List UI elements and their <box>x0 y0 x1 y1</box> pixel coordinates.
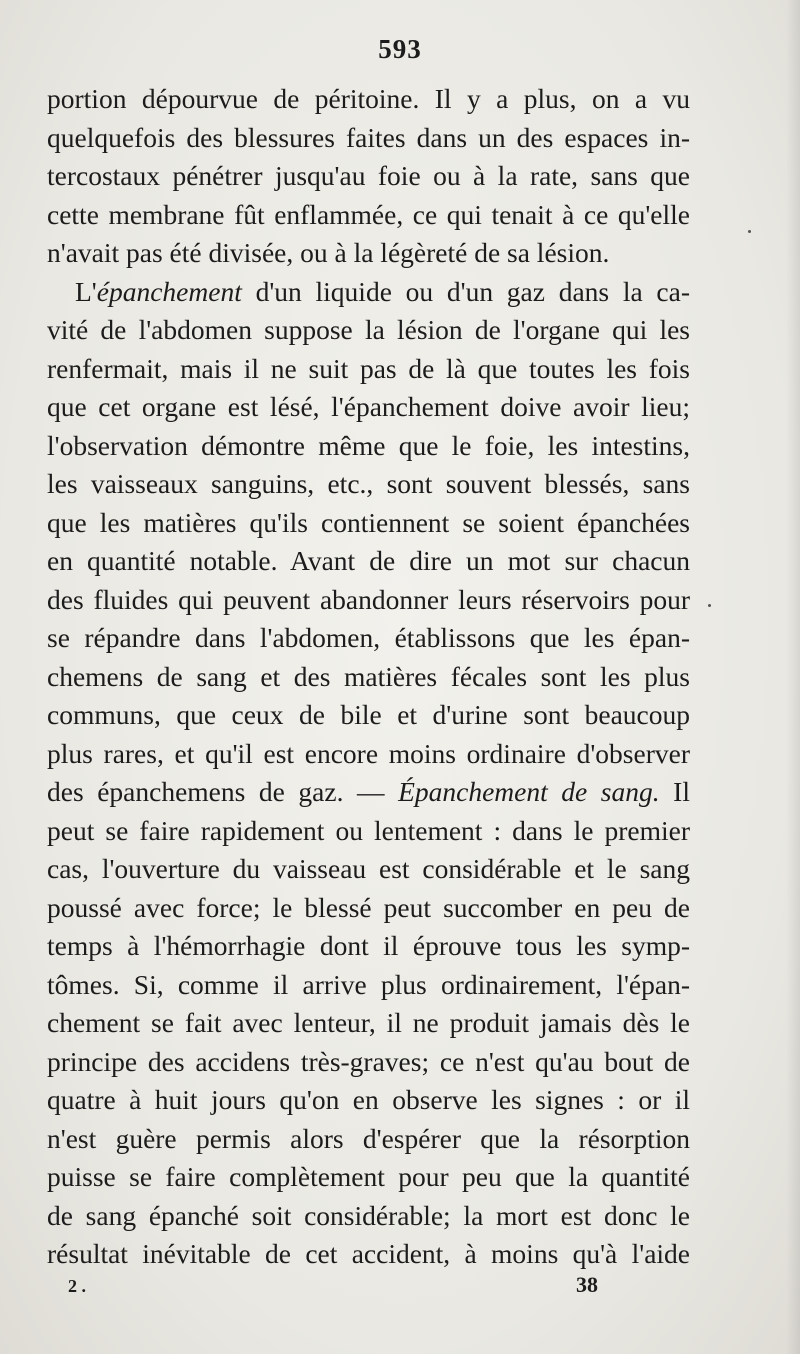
text-line <box>47 1197 690 1236</box>
text-line <box>47 696 690 735</box>
text-line <box>47 196 690 235</box>
line-text: portion dépourvue de péritoine. Il y a plus, on a vu <box>47 83 690 114</box>
line-text: chement se fait avec lenteur, il ne produit jamais dès le <box>47 1007 690 1038</box>
line-text: plus rares, et qu'il est encore moins ordinaire d'observer <box>47 737 690 769</box>
line-text: cas, l'ouverture du vaisseau est considérable et le sang <box>47 853 690 884</box>
line-text: de sang épanché soit considérable; la mort est donc le <box>47 1199 690 1231</box>
text-line <box>47 658 690 697</box>
text-line <box>47 1081 690 1120</box>
line-text: quelquefois des blessures faites dans un des espaces in- <box>47 121 690 153</box>
page-number: 593 <box>378 34 422 64</box>
text-line <box>47 966 690 1005</box>
text-line <box>47 850 690 889</box>
text-line <box>47 889 690 928</box>
line-text: que les matières qu'ils contiennent se soient épanchées <box>47 506 690 538</box>
line-text: quatre à huit jours qu'on en observe les signes : or il <box>47 1084 690 1115</box>
line-text: se répandre dans l'abdomen, établissons que les épan- <box>47 622 690 653</box>
line-text: l'observation démontre même que le foie, les intestins, <box>47 429 690 461</box>
line-text: des fluides qui peuvent abandonner leurs réservoirs pour <box>47 583 690 615</box>
line-text: les vaisseaux sanguins, etc., sont souvent blessés, sans <box>47 468 690 499</box>
speck-mark <box>708 604 711 607</box>
text-line <box>47 812 690 851</box>
line-text: des épanchemens de gaz. — <box>47 776 399 807</box>
text-line <box>47 581 690 620</box>
text-line <box>47 773 690 812</box>
italic-heading-text: épanchement <box>96 275 242 307</box>
text-line <box>47 273 690 312</box>
line-text: résultat inévitable de cet accident, à moins qu'à l'aide <box>47 1238 690 1269</box>
text-line <box>47 735 690 774</box>
line-text: d'un liquide ou d'un gaz dans la ca- <box>241 275 690 307</box>
line-text: renfermait, mais il ne suit pas de là que toutes les fois <box>47 352 690 384</box>
text-line <box>47 388 690 427</box>
line-text: vité de l'abdomen suppose la lésion de l'organe qui les <box>47 314 690 345</box>
text-line <box>47 1043 690 1082</box>
line-text: que cet organe est lésé, l'épanchement doive avoir lieu; <box>47 391 690 422</box>
text-line <box>47 465 690 504</box>
text-line <box>47 927 690 966</box>
line-text: L' <box>75 275 97 307</box>
line-text: en quantité notable. Avant de dire un mot sur chacun <box>47 545 690 576</box>
text-line <box>47 1158 690 1197</box>
line-text: tômes. Si, comme il arrive plus ordinairement, l'épan- <box>47 968 690 1000</box>
line-text: temps à l'hémorrhagie dont il éprouve tous les symp- <box>47 930 690 961</box>
text-line <box>47 1004 690 1043</box>
line-text: puisse se faire complètement pour peu que la quantité <box>47 1161 690 1192</box>
line-text: tercostaux pénétrer jusqu'au foie ou à la rate, sans que <box>47 160 690 191</box>
line-text: n'avait pas été divisée, ou à la légèreté de sa lésion. <box>47 237 610 268</box>
sheet-number: 38 <box>576 1272 598 1297</box>
line-text: cette membrane fût enflammée, ce qui tenait à ce qu'elle <box>47 198 690 230</box>
line-text: chemens de sang et des matières fécales sont les plus <box>47 660 690 692</box>
text-line <box>47 119 690 158</box>
signature-mark: 2 . <box>68 1276 86 1296</box>
text-line <box>47 311 690 350</box>
body-text <box>47 80 690 1274</box>
line-text: poussé avec force; le blessé peut succomber en peu de <box>47 891 690 923</box>
italic-heading-text: Épanchement de sang. <box>398 776 660 807</box>
text-line <box>47 350 690 389</box>
speck-mark <box>748 230 751 233</box>
text-line <box>47 157 690 196</box>
text-line <box>47 619 690 658</box>
text-line <box>47 80 690 119</box>
text-line <box>47 1120 690 1159</box>
page-edge-shadow <box>786 0 800 1354</box>
line-text: peut se faire rapidement ou lentement : dans le premier <box>47 814 690 846</box>
line-text: communs, que ceux de bile et d'urine sont beaucoup <box>47 699 690 730</box>
text-line <box>47 1235 690 1274</box>
text-line <box>47 542 690 581</box>
text-line <box>47 504 690 543</box>
text-line <box>47 234 690 273</box>
line-text: n'est guère permis alors d'espérer que la résorption <box>47 1122 690 1154</box>
text-line <box>47 427 690 466</box>
line-text: principe des accidens très-graves; ce n'est qu'au bout de <box>47 1045 690 1077</box>
line-text: Il <box>659 776 690 807</box>
